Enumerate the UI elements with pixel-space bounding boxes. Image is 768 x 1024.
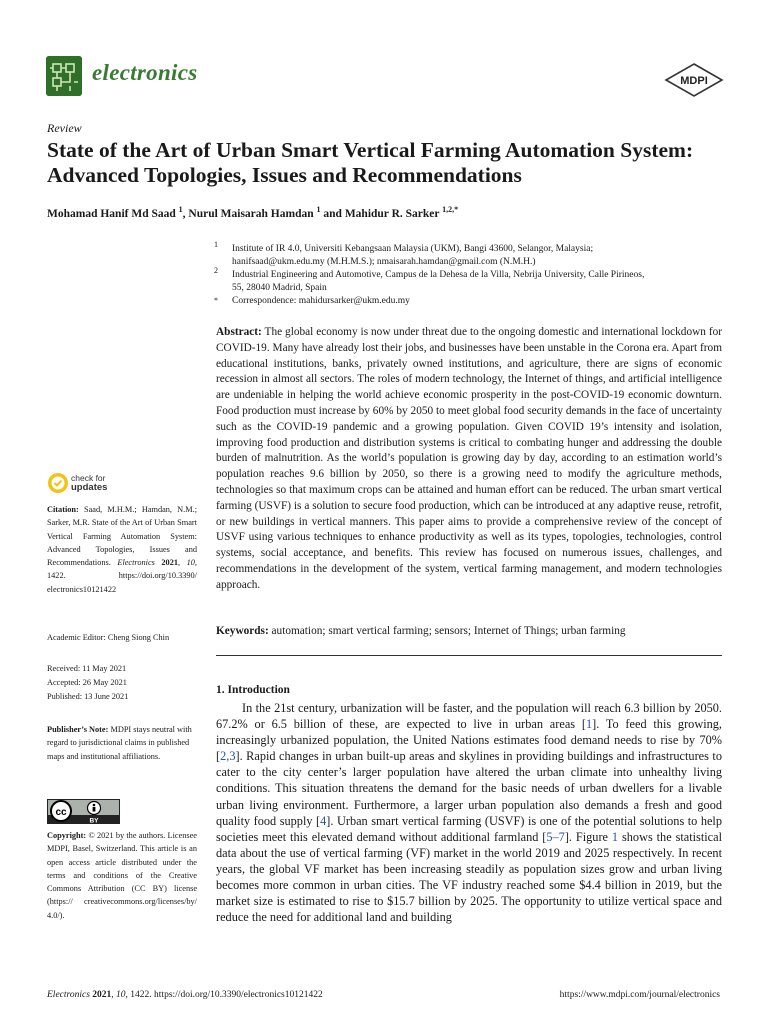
publisher-note: Publisher’s Note: MDPI stays neutral with regard to jurisdictional claims in published maps and institutional affiliations. xyxy=(47,725,192,761)
published-date: Published: 13 June 2021 xyxy=(47,692,129,701)
keywords xyxy=(216,625,722,637)
license-by-label: BY xyxy=(89,817,99,824)
keywords-label: Keywords: xyxy=(216,625,269,637)
affiliation-mark: * xyxy=(214,296,218,305)
citation-link[interactable]: 5–7 xyxy=(546,829,565,844)
article-type: Review xyxy=(47,121,82,135)
affiliation: Industrial Engineering and Automotive, Campus de la Dehesa de la Villa, Nebrija University, Calle Pirineos, 55, 28040 Madrid, Spain xyxy=(232,270,645,293)
affiliation-mark: 2 xyxy=(214,266,218,275)
author-name: Mahidur R. Sarker xyxy=(344,207,440,220)
circuit-board-logo-icon xyxy=(46,56,82,96)
publisher-name: MDPI xyxy=(680,75,708,87)
check-for-updates-link[interactable]: check for updates xyxy=(71,473,108,493)
author-name: Nurul Maisarah Hamdan xyxy=(188,207,314,220)
copyright: Copyright: © 2021 by the authors. Licensee MDPI, Basel, Switzerland. This article is an open access article distributed under the terms and conditions of the Creative Commons Attribution (CC BY) license (https:// creativecommons.org/licenses/by/ 4.0/). xyxy=(47,831,197,920)
author-affil-mark: 1 xyxy=(316,205,321,214)
divider xyxy=(216,655,722,656)
footer-citation: Electronics 2021, 10, 1422. https://doi.org/10.3390/electronics10121422 xyxy=(47,990,323,1000)
author-name: Mohamad Hanif Md Saad xyxy=(47,207,176,220)
author-affil-mark: 1,2,* xyxy=(442,205,459,214)
citation-link[interactable]: 4 xyxy=(320,813,327,828)
correspondence: Correspondence: mahidursarker@ukm.edu.my xyxy=(232,296,410,306)
citation: Citation: Saad, M.H.M.; Hamdan, N.M.; Sarker, M.R. State of the Art of Urban Smart Vertical Farming Automation System: Advanced Topologies, Issues and Recommendations. Electronics 2021, 10, 1422. https://doi.org/10.3390/ electronics10121422 xyxy=(47,505,198,594)
author-affil-mark: 1 xyxy=(178,205,183,214)
journal-logo xyxy=(46,56,82,96)
section-heading: 1. Introduction xyxy=(216,684,290,696)
abstract-label: Abstract: xyxy=(216,326,262,338)
article-title: State of the Art of Urban Smart Vertical Farming Automation System: Advanced Topologies, Issues and Recommendations xyxy=(47,138,694,187)
body-paragraph: In the 21st century, urbanization will be faster, and the population will reach 6.3 billion by 2050. 67.2% or 6.5 billion of these, are expected to live in urban areas [1]. To feed this growing, increasingly urbanized population, the United Nations estimates food demand needs to rise by 70% [2,3]. Rapid changes in urban built-up areas and skylines in providing buildings and infrastructures to cater to the city center’s larger population have altered the urban climate into unhealthy living conditions. This situation threatens the demand for the basic needs of urban dwellers for a livable urban living environment. Furthermore, a larger urban population also demands a fresh and good quality food supply [4]. Urban smart vertical farming (USVF) is one of the potential solutions to help societies meet this elevated demand without additional farmland [5–7]. Figure 1 shows the statistical data about the use of vertical farming (VF) market in the world 2019 and 2025 respectively. In recent years, the global VF market has been increasing steadily as population sizes grow and urban living becomes more common in urban cities. The VF industry reached some $4.4 billion in 2019, but the market size is estimated to rise to $15.7 billion by 2025. The opportunity to utilize vertical space and reduce the need for additional land and building xyxy=(216,701,723,925)
received-date: Received: 11 May 2021 xyxy=(47,664,127,673)
abstract-text: The global economy is now under threat due to the ongoing domestic and international lockdown for COVID-19. Many have already lost their jobs, and businesses have been unstable in the Corona era. Apart from educational institutions, banks, privately owned institutions, and agriculture, there are signs of economic recession in almost all sectors. The roles of modern technology, the Internet of things, and artificial intelligence are undeniable in helping the world achieve economic prosperity in the post-COVID-19 economic downturn. Food production must increase by 60% by 2050 to meet global food security demands in the face of uncertainty such as the COVID-19 pandemic and a growing population. Given COVID 19’s intensity and isolation, improving food production and distribution systems is critical to combating hunger and addressing the double burden of malnutrition. As the world’s population is growing day by day, according to an estimation world’s population reaches 9.6 billion by 2050, so there is a growing need to modify the agriculture methods, technologies so that maximum crops can be attained and human effort can be reduced. The urban smart vertical farming (USVF) is a solution to secure food production, which can be introduced at any adaptive reuse, retrofit, or new buildings in vertical manners. This paper aims to provide a comprehensive review of the concept of USVF using various techniques to enhance productivity as well as its types, topologies, technologies, control systems, social acceptance, and benefits. This review has focused on numerous issues, challenges, and recommendations in the development of the system, vertical farming management, and modern technologies approach. xyxy=(216,326,722,591)
journal-url[interactable]: https://www.mdpi.com/journal/electronics xyxy=(559,990,720,1000)
author-list: Mohamad Hanif Md Saad $^1$, Nurul Maisarah Hamdan $^1$ and Mahidur R. Sarker $^{1,2,*}$ xyxy=(47,205,459,220)
accepted-date: Accepted: 26 May 2021 xyxy=(47,678,127,687)
citation-link[interactable]: 1 xyxy=(585,717,593,732)
check-for-updates-icon[interactable] xyxy=(47,472,69,494)
cc-by-license-icon[interactable] xyxy=(47,799,120,824)
affiliation: Institute of IR 4.0, Universiti Kebangsaan Malaysia (UKM), Bangi 43600, Selangor, Malaysia; hanifsaad@ukm.edu.my (M.H.M.S.); nmaisarah.hamdan@gmail.com (N.M.H.) xyxy=(232,244,594,267)
affiliation-mark: 1 xyxy=(214,240,218,249)
mdpi-logo xyxy=(664,63,724,97)
svg-text:cc: cc xyxy=(55,807,67,818)
abstract xyxy=(216,325,722,594)
figure-link[interactable]: 1 xyxy=(611,829,619,844)
academic-editor: Academic Editor: Cheng Siong Chin xyxy=(47,633,170,642)
keywords-text: automation; smart vertical farming; sensors; Internet of Things; urban farming xyxy=(271,625,626,637)
citation-link[interactable]: 2,3 xyxy=(220,749,236,764)
journal-name: electronics xyxy=(92,60,198,85)
citation-label: Citation: xyxy=(47,505,79,514)
